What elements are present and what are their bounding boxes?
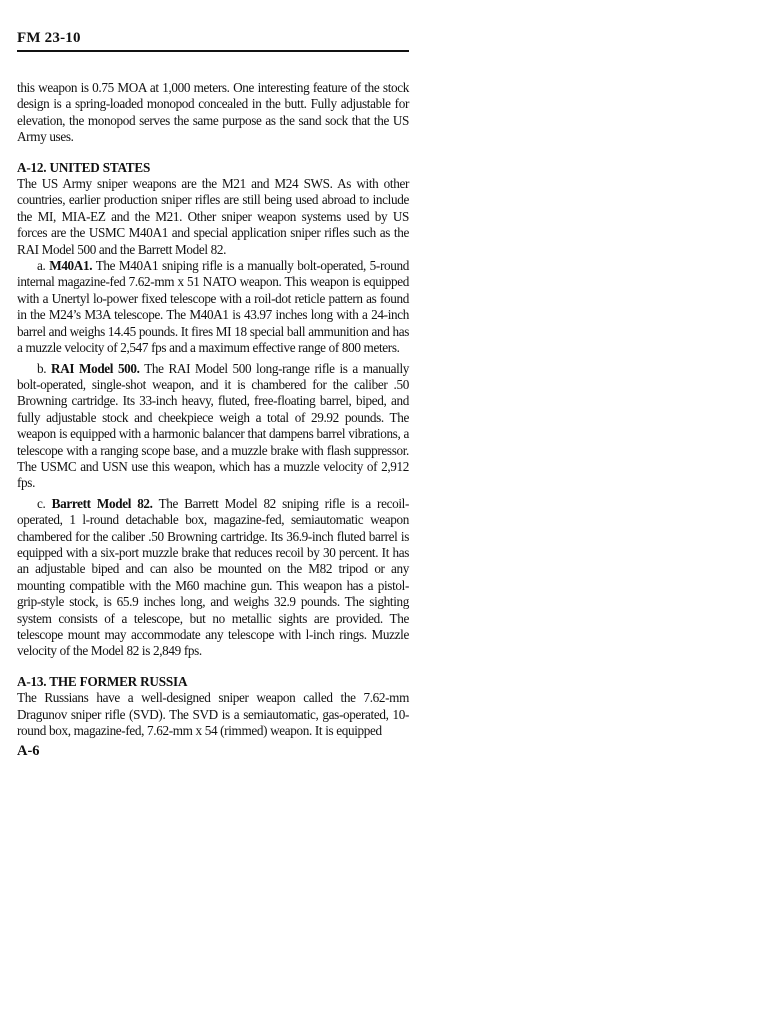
item-marker: b. — [37, 360, 47, 376]
item-title: M40A1. — [49, 258, 93, 274]
section-body-former-russia: The Russians have a well-designed sniper weapon called the 7.62-mm Dragunov sniper rifle (SVD). The SVD is a semiautomatic, gas-operated, 10-round box, magazine-fed, 7.62-mm x 54 (rimmed) weapon. It is equipped — [17, 690, 409, 739]
page-content — [17, 30, 409, 739]
page-number: A-6 — [17, 743, 40, 759]
item-title: RAI Model 500. — [51, 360, 140, 376]
item-marker: c. — [37, 495, 46, 511]
item-marker: a. — [37, 258, 46, 274]
item-text: The Barrett Model 82 sniping rifle is a recoil-operated, 1 l-round detachable box, magazine-fed, semiautomatic weapon chambered for the caliber .50 Browning cartridge. Its 36.9-inch fluted barrel is equipped with a six-port muzzle brake that reduces recoil by 30 percent. It has an adjustable biped and can also be mounted on the M82 tripod or any mounting compatible with the M60 machine gun. This weapon has a pistol-grip-style stock, is 65.9 inches long, and weighs 32.9 pounds. The sighting system consists of a telescope, but no metallic sights are provided. The telescope mount may accommodate any telescope with l-inch rings. Muzzle velocity of the Model 82 is 2,849 fps. — [17, 495, 409, 659]
item-rai-model-500 — [17, 361, 409, 492]
section-heading-united-states: A-12. UNITED STATES — [17, 159, 151, 175]
running-header: FM 23-10 — [17, 30, 409, 52]
item-m40a1 — [17, 258, 409, 356]
item-title: Barrett Model 82. — [51, 495, 153, 511]
item-text: The M40A1 sniping rifle is a manually bolt-operated, 5-round internal magazine-fed 7.62-mm x 51 NATO weapon. This weapon is equipped with a Unertyl lo-power fixed telescope with a roil-dot reticle pattern as found in the M24’s M3A telescope. The M40A1 is 43.97 inches long with a 24-inch barrel and weighs 14.45 pounds. It fires MI 18 special ball ammunition and has a muzzle velocity of 2,547 fps and a maximum effective range of 800 meters. — [17, 258, 409, 356]
section-heading-former-russia: A-13. THE FORMER RUSSIA — [17, 673, 188, 689]
section-body-united-states: The US Army sniper weapons are the M21 and M24 SWS. As with other countries, earlier production sniper rifles are still being used abroad to include the MI, MIA-EZ and the M21. Other sniper weapon systems used by US forces are the USMC M40A1 and special application sniper rifles such as the RAI Model 500 and the Barrett Model 82. — [17, 176, 409, 257]
item-text: The RAI Model 500 long-range rifle is a manually bolt-operated, single-shot weapon, and it is chambered for the caliber .50 Browning cartridge. Its 33-inch heavy, fluted, free-floating barrel, biped, and fully adjustable stock and cheekpiece weigh a total of 29.92 pounds. The weapon is equipped with a harmonic balancer that dampens barrel vibrations, a telescope with a ranging scope base, and a muzzle brake with flash suppressor. The USMC and USN use this weapon, which has a muzzle velocity of 2,912 fps. — [17, 360, 410, 491]
intro-paragraph: this weapon is 0.75 MOA at 1,000 meters. One interesting feature of the stock design is a spring-loaded monopod concealed in the butt. Fully adjustable for elevation, the monopod serves the same purpose as the sand sock that the US Army uses. — [17, 80, 409, 145]
item-barrett-model-82 — [17, 496, 409, 660]
